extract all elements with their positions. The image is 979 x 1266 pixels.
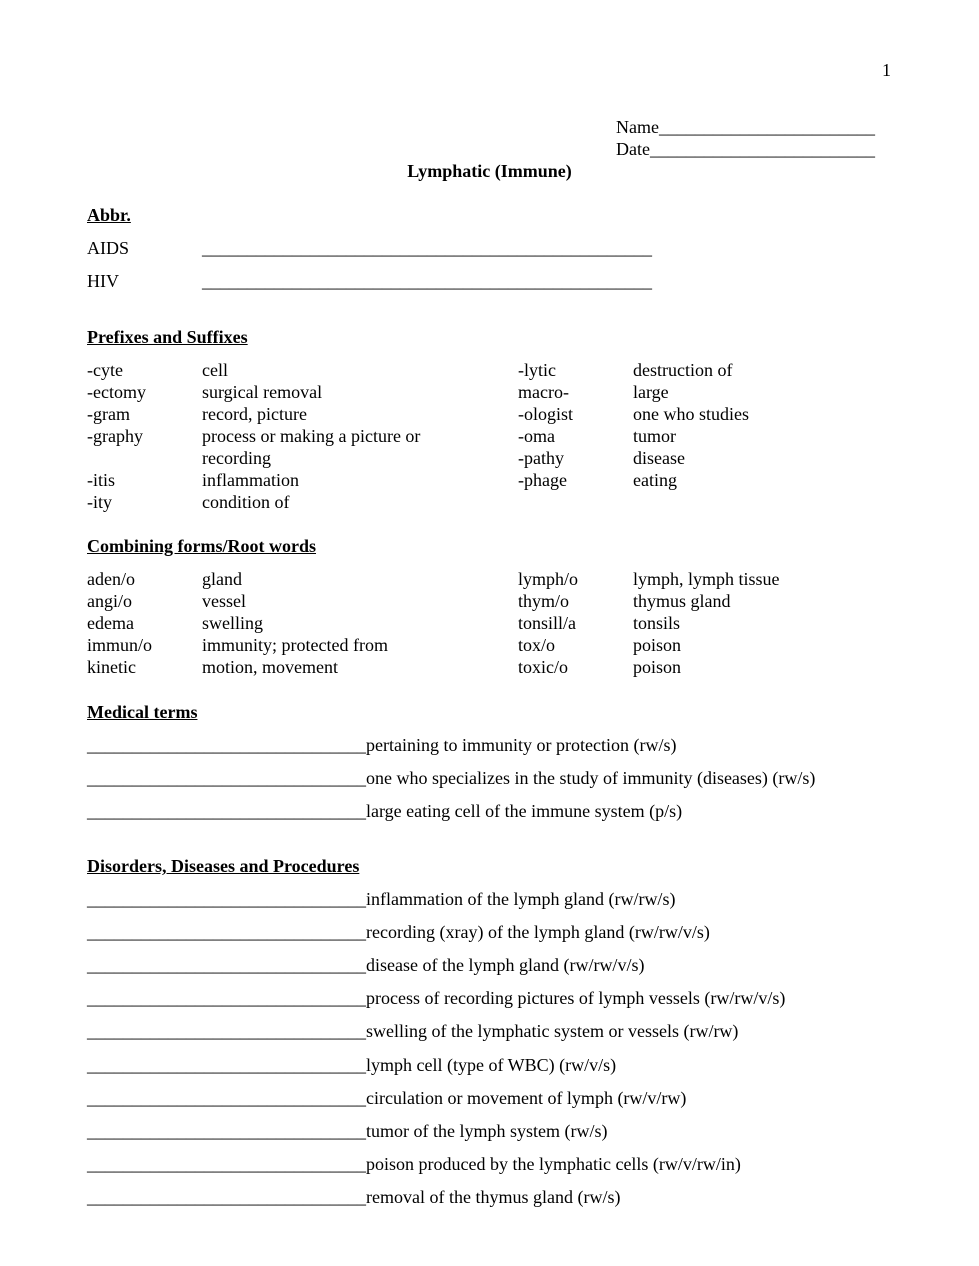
prefix-term: -graphy (87, 426, 143, 446)
root-term: thym/o (518, 591, 570, 611)
fill-in-item[interactable]: _______________________________process of recording pictures of lymph vessels (rw/rw/v/s) (87, 988, 786, 1008)
prefix-def: recording (202, 448, 271, 468)
prefix-term: -ity (87, 492, 112, 512)
root-def: lymph, lymph tissue (633, 569, 780, 589)
root-def: gland (202, 569, 242, 589)
root-term: edema (87, 613, 134, 633)
prefixes-heading: Prefixes and Suffixes (87, 327, 248, 347)
fill-in-item[interactable]: _______________________________pertaining to immunity or protection (rw/s) (87, 735, 677, 755)
prefix-def: cell (202, 360, 228, 380)
fill-in-item[interactable]: _______________________________swelling of the lymphatic system or vessels (rw/rw) (87, 1021, 739, 1041)
prefix-def: surgical removal (202, 382, 323, 402)
prefix-term: -gram (87, 404, 130, 424)
root-term: toxic/o (518, 657, 568, 677)
root-def: vessel (202, 591, 246, 611)
suffix-term: macro- (518, 382, 569, 402)
prefix-term: -itis (87, 470, 116, 490)
fill-in-item[interactable]: _______________________________tumor of the lymph system (rw/s) (87, 1121, 608, 1141)
suffix-def: large (633, 382, 669, 402)
root-term: lymph/o (518, 569, 579, 589)
fill-in-item[interactable]: _______________________________removal of the thymus gland (rw/s) (87, 1187, 621, 1207)
fill-in-item[interactable]: _______________________________inflammation of the lymph gland (rw/rw/s) (87, 889, 676, 909)
suffix-term: -ologist (518, 404, 574, 424)
suffix-def: tumor (633, 426, 676, 446)
root-def: swelling (202, 613, 263, 633)
suffix-def: one who studies (633, 404, 749, 424)
date-field[interactable]: Date_________________________ (616, 139, 875, 159)
abbr-blank[interactable]: __________________________________________________ (202, 238, 652, 258)
prefix-def: process or making a picture or (202, 426, 421, 446)
fill-in-item[interactable]: _______________________________disease of the lymph gland (rw/rw/v/s) (87, 955, 645, 975)
suffix-term: -phage (518, 470, 567, 490)
name-field[interactable]: Name________________________ (616, 117, 875, 137)
disorders-heading: Disorders, Diseases and Procedures (87, 856, 360, 876)
root-def: immunity; protected from (202, 635, 388, 655)
abbr-heading: Abbr. (87, 205, 131, 225)
root-term: tonsill/a (518, 613, 576, 633)
abbr-term: AIDS (87, 238, 130, 258)
combining-heading: Combining forms/Root words (87, 536, 317, 556)
fill-in-item[interactable]: _______________________________circulation or movement of lymph (rw/v/rw) (87, 1088, 687, 1108)
prefix-term: -ectomy (87, 382, 146, 402)
root-def: poison (633, 635, 682, 655)
suffix-term: -pathy (518, 448, 564, 468)
prefix-def: condition of (202, 492, 290, 512)
prefix-def: inflammation (202, 470, 299, 490)
page-number: 1 (882, 60, 891, 80)
abbr-term: HIV (87, 271, 119, 291)
suffix-def: eating (633, 470, 677, 490)
root-def: motion, movement (202, 657, 338, 677)
root-def: tonsils (633, 613, 681, 633)
fill-in-item[interactable]: _______________________________recording (xray) of the lymph gland (rw/rw/v/s) (87, 922, 710, 942)
fill-in-item[interactable]: _______________________________large eating cell of the immune system (p/s) (87, 801, 683, 821)
suffix-term: -lytic (518, 360, 556, 380)
suffix-term: -oma (518, 426, 555, 446)
page-title: Lymphatic (Immune) (407, 161, 572, 181)
fill-in-item[interactable]: _______________________________lymph cell (type of WBC) (rw/v/s) (87, 1055, 617, 1075)
suffix-def: disease (633, 448, 685, 468)
medical-terms-heading: Medical terms (87, 702, 198, 722)
abbr-blank[interactable]: __________________________________________________ (202, 271, 652, 291)
root-term: kinetic (87, 657, 136, 677)
prefix-term: -cyte (87, 360, 123, 380)
root-def: poison (633, 657, 682, 677)
root-def: thymus gland (633, 591, 731, 611)
root-term: tox/o (518, 635, 556, 655)
fill-in-item[interactable]: _______________________________one who specializes in the study of immunity (diseases) (rw/s) (87, 768, 816, 788)
fill-in-item[interactable]: _______________________________poison produced by the lymphatic cells (rw/v/rw/in) (87, 1154, 741, 1174)
suffix-def: destruction of (633, 360, 733, 380)
root-term: aden/o (87, 569, 135, 589)
root-term: immun/o (87, 635, 153, 655)
prefix-def: record, picture (202, 404, 307, 424)
root-term: angi/o (87, 591, 132, 611)
